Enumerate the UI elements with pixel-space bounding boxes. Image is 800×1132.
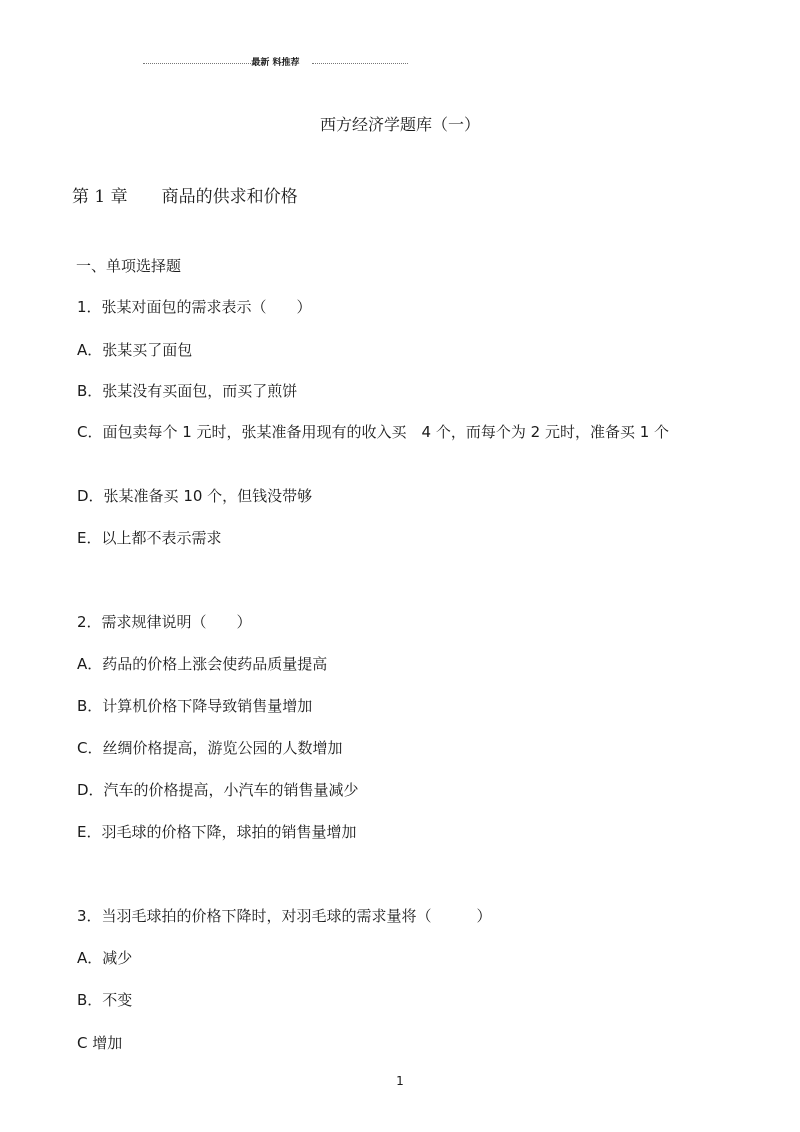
answer-option: C 增加 — [77, 1034, 123, 1052]
question-stem: 1．张某对面包的需求表示（ ） — [77, 298, 312, 316]
answer-option: C．丝绸价格提高，游览公园的人数增加 — [77, 739, 343, 757]
answer-option: A．减少 — [77, 949, 133, 967]
chapter-number: 第 1 章 — [72, 187, 128, 207]
section-heading: 一、单项选择题 — [76, 257, 182, 275]
header-label: 最新 料推荐 — [251, 58, 300, 68]
answer-option: A．张某买了面包 — [77, 341, 193, 359]
answer-option: B．张某没有买面包，而买了煎饼 — [77, 382, 298, 400]
document-title: 西方经济学题库（一） — [319, 115, 480, 134]
chapter-heading — [72, 182, 298, 207]
chapter-title: 商品的供求和价格 — [161, 187, 298, 207]
header-rule-right — [312, 63, 408, 64]
answer-option: E．羽毛球的价格下降，球拍的销售量增加 — [77, 823, 357, 841]
answer-option: B．计算机价格下降导致销售量增加 — [77, 697, 313, 715]
answer-option: A．药品的价格上涨会使药品质量提高 — [77, 655, 328, 673]
answer-option: E．以上都不表示需求 — [77, 529, 222, 547]
question-stem: 2．需求规律说明（ ） — [77, 613, 252, 631]
answer-option: D．张某准备买 10 个，但钱没带够 — [77, 487, 313, 505]
answer-option: D．汽车的价格提高，小汽车的销售量减少 — [77, 781, 359, 799]
answer-option: C．面包卖每个 1 元时，张某准备用现有的收入买 4 个，而每个为 2 元时，准备买 1 个 — [77, 423, 670, 441]
answer-option: B．不变 — [77, 991, 133, 1009]
question-stem: 3．当羽毛球拍的价格下降时，对羽毛球的需求量将（ ） — [77, 907, 492, 925]
page-number: 1 — [396, 1074, 404, 1088]
